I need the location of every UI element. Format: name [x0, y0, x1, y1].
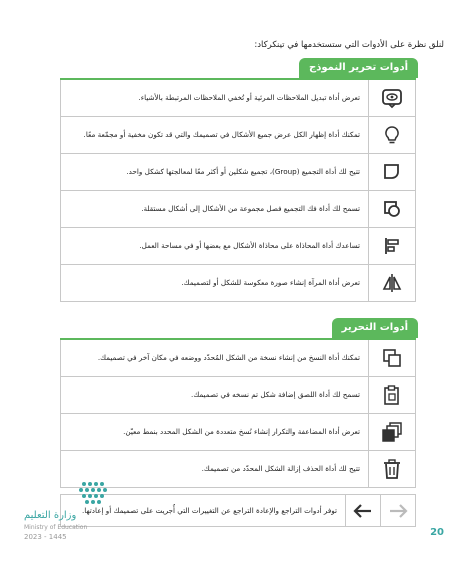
- tool-description: تتيح لك أداة التجميع (Group)، تجميع شكلين أو أكثر معًا لمعالجتها كشكل واحد.: [61, 153, 369, 190]
- tool-description: توفر أدوات التراجع والإعادة التراجع عن التغييرات التي أُجريت على تصميمك أو إعادتها.: [61, 495, 346, 527]
- model-editing-tools-table: [60, 78, 416, 302]
- copy-icon: [369, 339, 416, 376]
- ministry-name-en: Ministry of Education: [24, 524, 88, 531]
- tool-description: تمكنك أداة إظهار الكل عرض جميع الأشكال في تصميمك والتي قد تكون مخفية أو مجمّعة معًا.: [61, 116, 369, 153]
- undo-icon: [346, 495, 381, 527]
- table-row: [61, 376, 416, 413]
- table-row: [61, 116, 416, 153]
- group-icon: [369, 153, 416, 190]
- align-icon: [369, 227, 416, 264]
- tool-description: تعرض أداة تبديل الملاحظات المرئية أو تُخفي الملاحظات المرتبطة بالأشياء.: [61, 79, 369, 116]
- tool-description: تتيح لك أداة الحذف إزالة الشكل المحدّد من تصميمك.: [61, 450, 369, 487]
- duplicate-icon: [369, 413, 416, 450]
- trash-icon: [369, 450, 416, 487]
- year-label: 2023 - 1445: [24, 533, 67, 541]
- editing-tools-table: [60, 338, 416, 488]
- page-number: 20: [430, 527, 444, 538]
- table-row: [61, 264, 416, 301]
- ungroup-icon: [369, 190, 416, 227]
- redo-icon: [381, 495, 416, 527]
- tool-description: تمكنك أداة النسخ من إنشاء نسخة من الشكل المُحدّد ووضعه في مكان آخر في تصميمك.: [61, 339, 369, 376]
- table-row: [61, 339, 416, 376]
- intro-text: لنلق نظرة على الأدوات التي ستستخدمها في تينكركاد:: [254, 40, 444, 50]
- lightbulb-icon: [369, 116, 416, 153]
- tool-description: تساعدك أداة المحاذاة على محاذاة الأشكال مع بعضها أو في مساحة العمل.: [61, 227, 369, 264]
- table-row: [61, 79, 416, 116]
- tool-description: تسمح لك أداة اللصق إضافة شكل تم نسخه في تصميمك.: [61, 376, 369, 413]
- tool-description: تعرض أداة المضاعفة والتكرار إنشاء نُسخ متعددة من الشكل المحدد بنمط معيّن.: [61, 413, 369, 450]
- ministry-name: وزارة التعليم: [24, 510, 77, 521]
- table-row: [61, 227, 416, 264]
- table-row: [61, 413, 416, 450]
- tool-description: تسمح لك أداة فك التجميع فصل مجموعة من الأشكال إلى أشكال مستقلة.: [61, 190, 369, 227]
- table-row: [61, 153, 416, 190]
- mirror-icon: [369, 264, 416, 301]
- note-visibility-icon: [369, 79, 416, 116]
- section-title-editing: أدوات التحرير: [332, 318, 418, 338]
- table-row: [61, 190, 416, 227]
- paste-icon: [369, 376, 416, 413]
- tool-description: تعرض أداة المرآة إنشاء صورة معكوسة للشكل أو لتصميمك.: [61, 264, 369, 301]
- section-title-model-editing: أدوات تحرير النموذج: [299, 58, 418, 78]
